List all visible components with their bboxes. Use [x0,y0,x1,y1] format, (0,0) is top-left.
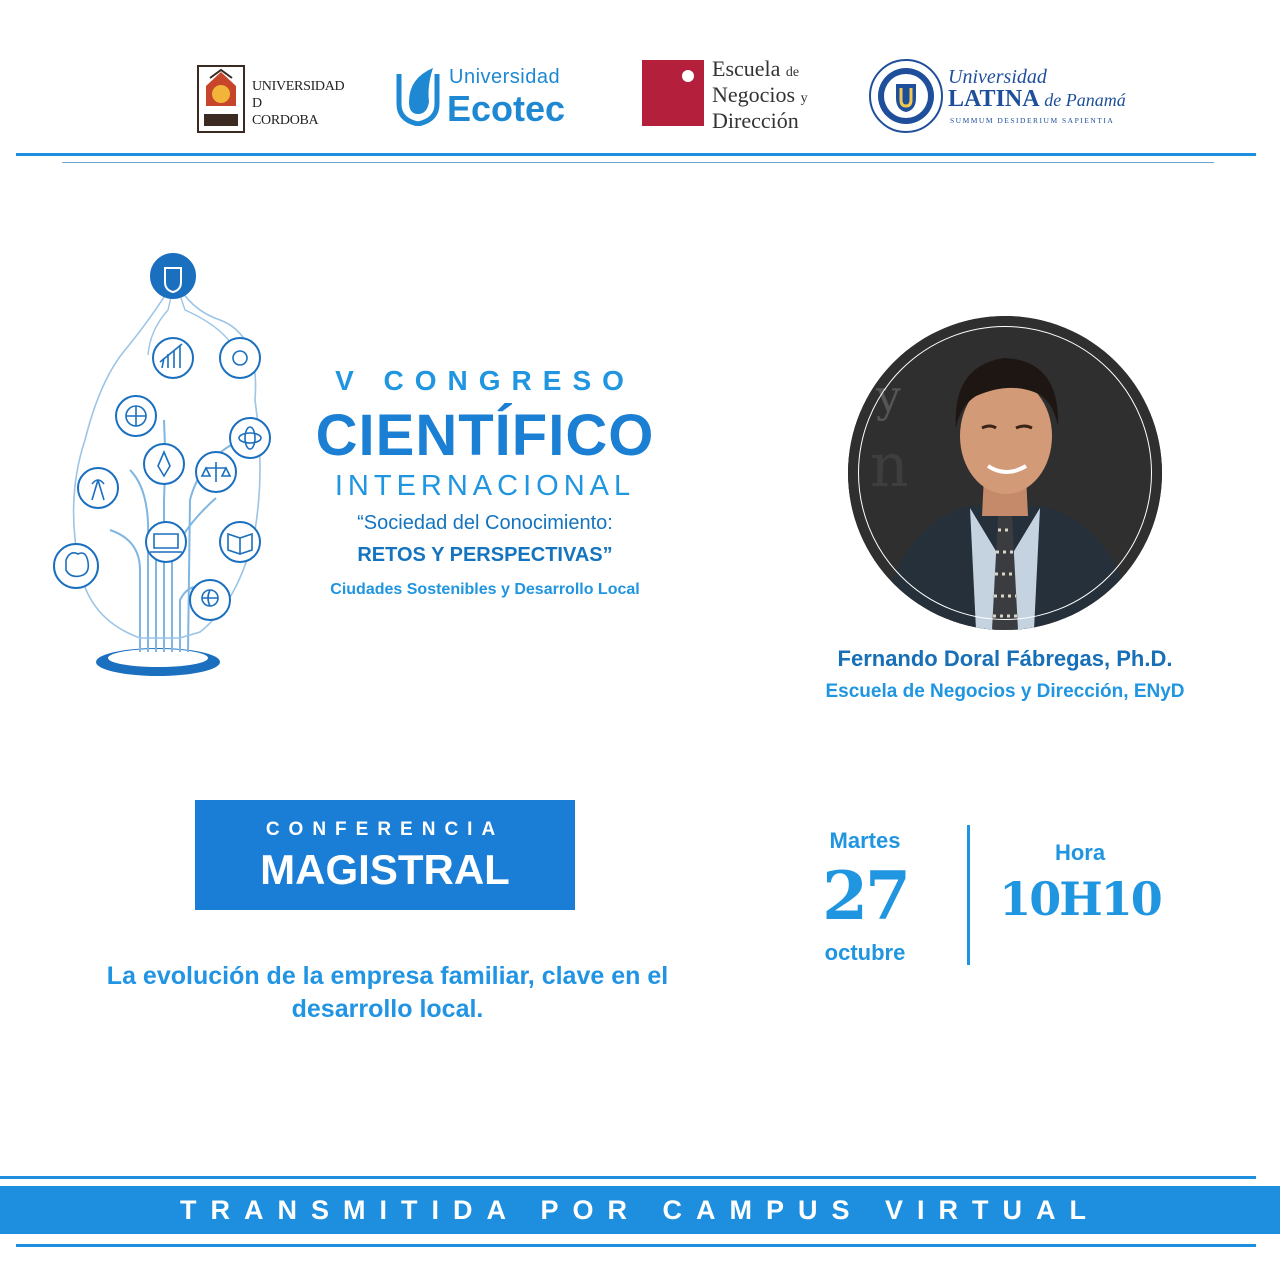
universidad-latina-logo [868,58,1128,138]
cordoba-line-2: D [252,96,262,111]
footer-divider-top [0,1176,1256,1179]
footer-banner [0,1186,1280,1234]
congress-scope: INTERNACIONAL [334,470,636,502]
ecotec-big-text: Ecotec [447,88,566,129]
conference-badge [195,800,575,910]
vitruvian-icon [126,406,146,426]
enyd-line-1: Escuela [712,56,781,81]
enyd-red-block [642,60,704,126]
ecotec-small-text: Universidad [449,66,561,88]
latina-line-2 [948,86,1126,113]
cordoba-line-3: CORDOBA [252,113,319,128]
footer-divider-bottom [16,1244,1256,1247]
enyd-line-3: Dirección [712,108,799,133]
enyd-line-1-suffix: de [785,65,800,80]
latina-seal-icon [868,58,944,134]
enyd-wordmark [712,58,808,132]
conference-label-bottom: MAGISTRAL [260,846,510,893]
universidad-ecotec-logo [393,60,603,130]
header-divider-thin [62,162,1214,163]
event-day-number: 27 [822,857,908,935]
event-time: 10H10 [999,872,1161,926]
svg-text:n: n [870,431,909,501]
enyd-dot [682,70,694,82]
latina-rest: de Panamá [1044,90,1126,110]
event-time-label: Hora [1054,840,1106,865]
congress-subtheme: Ciudades Sostenibles y Desarrollo Local [330,581,640,598]
congress-theme-line-2: RETOS Y PERSPECTIVAS” [357,544,613,566]
speaker-name: Fernando Doral Fábregas, Ph.D. [837,646,1173,671]
ecotec-shield-icon [393,64,443,126]
speaker-affiliation: Escuela de Negocios y Dirección, ENyD [825,681,1185,702]
knowledge-tree-illustration [40,240,290,690]
congress-name: CIENTÍFICO [315,403,655,468]
enyd-line-2: Negocios [712,82,796,107]
enyd-logo [642,56,842,133]
congress-theme-line-1: “Sociedad del Conocimiento: [357,512,613,534]
header-divider [16,153,1256,156]
event-weekday: Martes [829,828,901,853]
enyd-line-2-suffix: y [800,91,808,106]
universidad-cordoba-logo [196,64,346,138]
latina-line-1: Universidad [948,66,1047,88]
cordoba-line-1: UNIVERSIDAD [252,79,345,94]
footer-text: TRANSMITIDA POR CAMPUS VIRTUAL [180,1195,1100,1225]
cordoba-shield-icon [196,64,246,134]
latina-bold: LATINA [948,86,1039,112]
event-month: octubre [824,940,906,965]
schedule-divider [967,825,970,965]
svg-text:y: y [876,371,901,422]
congress-ordinal: V CONGRESO [335,365,635,396]
speaker-photo-ring [858,326,1152,620]
talk-title: La evolución de la empresa familiar, clave en el desarrollo local. [106,962,669,1023]
cordoba-wordmark [252,78,344,129]
latina-motto: SUMMUM DESIDERIUM SAPIENTIA [950,116,1115,125]
conference-label-top: CONFERENCIA [265,819,505,840]
